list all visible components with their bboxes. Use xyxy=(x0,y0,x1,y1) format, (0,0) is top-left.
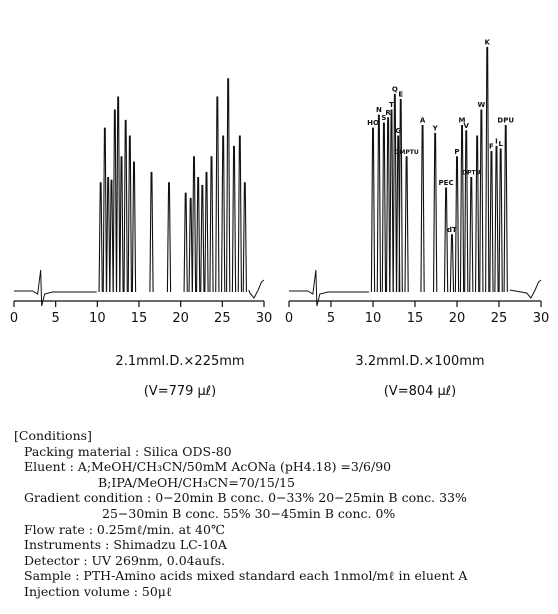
right-peak xyxy=(444,188,447,292)
right-peak xyxy=(450,235,453,292)
left-peak xyxy=(124,120,127,292)
left-peak xyxy=(99,183,102,292)
left-peak xyxy=(103,128,106,292)
condition-eluent-b: B;IPA/MeOH/CH₃CN=70/15/15 xyxy=(98,474,295,490)
left-peak xyxy=(117,97,120,292)
right-peak-label-i: I xyxy=(495,137,498,146)
left-x-tick-label: 0 xyxy=(9,311,19,326)
left-x-tick-label: 15 xyxy=(130,311,148,326)
right-peak xyxy=(390,110,393,292)
left-x-tick-label: 25 xyxy=(214,311,231,326)
right-x-tick-label: 20 xyxy=(448,311,466,326)
right-peak xyxy=(480,110,483,292)
left-peak xyxy=(222,136,225,292)
condition-sample: Sample : PTH-Amino acids mixed standard each 1nmol/mℓ in eluent A xyxy=(24,568,468,584)
right-peak xyxy=(387,118,390,292)
right-x-tick-label: 25 xyxy=(490,311,508,326)
left-peak xyxy=(150,172,153,292)
condition-gradient: Gradient condition : 0−20min B conc. 0−33% 20−25min B conc. 33% xyxy=(24,490,467,506)
left-peak xyxy=(184,193,187,292)
left-peak xyxy=(189,198,192,292)
right-x-tick-label: 0 xyxy=(284,311,294,326)
right-peak xyxy=(393,94,396,292)
right-peak-label-w: W xyxy=(477,101,486,109)
right-peak xyxy=(504,126,507,292)
right-peak-label-t: T xyxy=(389,101,394,109)
right-peak xyxy=(465,131,468,292)
condition-instruments: Instruments : Shimadzu LC-10A xyxy=(24,537,227,553)
right-peak xyxy=(377,115,380,292)
right-peak-label-pec: PEC xyxy=(438,179,454,187)
left-peak xyxy=(243,183,246,292)
left-x-tick-label: 20 xyxy=(172,311,189,326)
right-peak xyxy=(490,152,493,292)
right-peak-label-ho: HO xyxy=(367,119,379,128)
right-peak xyxy=(434,133,437,292)
left-peak xyxy=(227,79,230,292)
right-peak xyxy=(495,146,498,292)
right-peak xyxy=(499,149,502,292)
right-peak-label-q: Q xyxy=(391,85,398,94)
right-peak-label-dmptu: DMPTU xyxy=(394,148,419,156)
condition-gradient-continued: 25−30min B conc. 55% 30−45min B conc. 0% xyxy=(102,505,396,521)
right-peak-label-e: E xyxy=(398,90,404,99)
right-peak-label-l: L xyxy=(498,140,503,148)
left-peak xyxy=(107,178,110,292)
condition-detector: Detector : UV 269nm, 0.04aufs. xyxy=(24,552,226,568)
left-x-tick-label: 30 xyxy=(255,311,273,326)
condition-packing-material: Packing material : Silica ODS-80 xyxy=(24,443,232,459)
right-x-tick-label: 5 xyxy=(326,311,336,326)
right-x-tick-label: 30 xyxy=(532,311,550,326)
right-peak xyxy=(405,157,408,292)
right-x-tick-label: 10 xyxy=(364,311,382,326)
right-peak xyxy=(476,136,479,292)
right-x-tick-label: 15 xyxy=(406,311,424,326)
left-x-tick-label: 10 xyxy=(89,311,106,326)
right-column-dimensions: 3.2mmI.D.×100mm xyxy=(355,354,485,369)
right-peak-label-f: F xyxy=(489,142,494,151)
right-column-volume: (V=804 μℓ) xyxy=(383,384,457,399)
left-peak xyxy=(110,180,113,292)
right-peak xyxy=(470,178,473,292)
right-peak-label-dptu: DPTU xyxy=(462,169,481,177)
right-peak-label-k: K xyxy=(484,38,490,47)
right-peak-label-y: Y xyxy=(432,124,438,133)
left-peak xyxy=(238,136,241,292)
right-peak-label-v: V xyxy=(463,121,469,130)
right-peak-label-n: N xyxy=(375,106,382,115)
right-peak xyxy=(421,126,424,292)
left-peak xyxy=(201,185,204,292)
left-peak xyxy=(120,157,123,292)
conditions-block xyxy=(14,428,554,600)
conditions-header: [Conditions] xyxy=(14,428,92,443)
right-peak-label-dt: dT xyxy=(447,225,457,234)
left-peak xyxy=(210,157,213,292)
left-peak xyxy=(216,97,219,292)
right-peak-label-g: G xyxy=(395,127,402,135)
left-x-tick-label: 5 xyxy=(51,311,60,326)
left-peak xyxy=(197,178,200,292)
left-peak xyxy=(167,183,170,292)
right-peak xyxy=(371,128,374,292)
left-column-dimensions: 2.1mmI.D.×225mm xyxy=(115,354,245,369)
right-peak xyxy=(486,48,489,292)
left-column-volume: (V=779 μℓ) xyxy=(143,384,217,399)
right-peak xyxy=(460,126,463,292)
right-peak-label-s: S xyxy=(381,114,387,122)
condition-injection-volume: Injection volume : 50μℓ xyxy=(24,583,172,599)
right-peak-label-m: M xyxy=(458,116,466,125)
right-peak xyxy=(455,157,458,292)
right-peak-label-dpu: DPU xyxy=(497,116,515,125)
right-peak-label-a: A xyxy=(419,116,426,125)
left-peak xyxy=(113,110,116,292)
right-peak xyxy=(382,123,385,292)
condition-eluent-a: Eluent : A;MeOH/CH₃CN/50mM AcONa (pH4.18) =3/6/90 xyxy=(24,459,392,475)
left-peak xyxy=(132,162,135,292)
left-peak xyxy=(205,172,208,292)
left-peak xyxy=(192,157,195,292)
left-peak xyxy=(128,136,131,292)
condition-flow-rate: Flow rate : 0.25mℓ/min. at 40℃ xyxy=(24,521,225,537)
right-peak-label-p: P xyxy=(454,147,460,156)
right-peak-label-r: R xyxy=(385,108,391,117)
left-peak xyxy=(232,146,235,292)
